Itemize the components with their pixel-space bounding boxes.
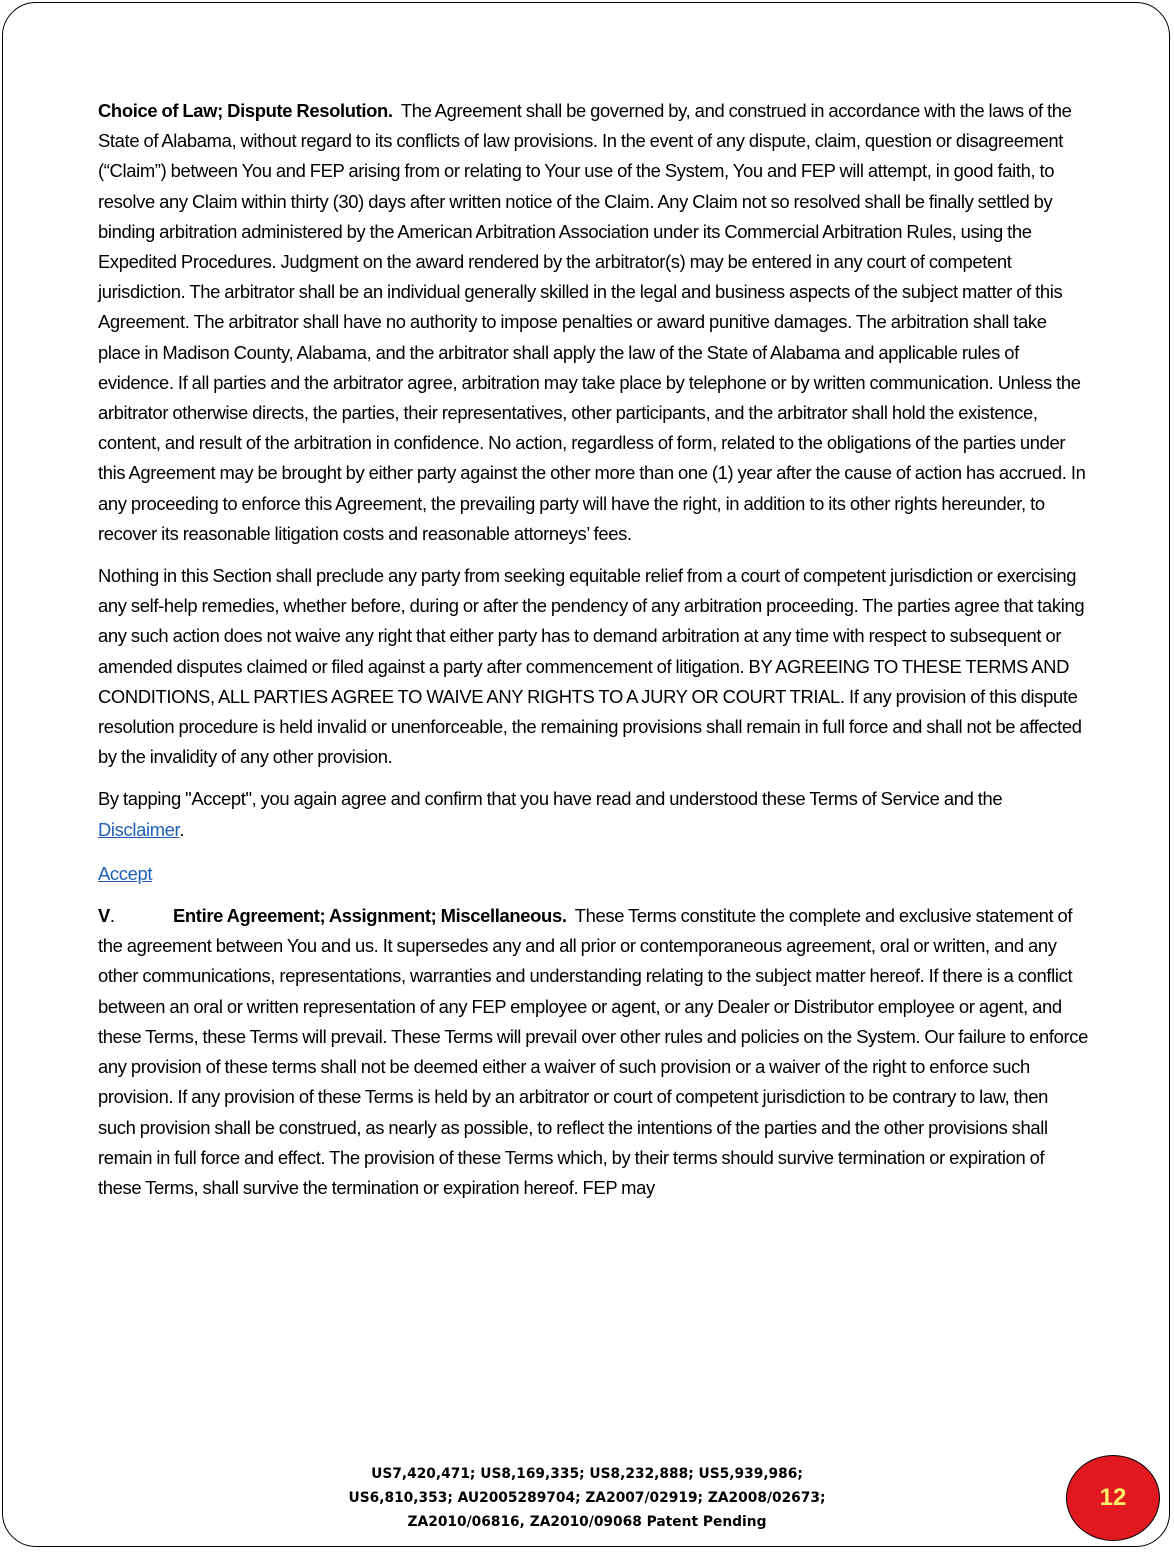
accept-notice-text: By tapping "Accept", you again agree and confirm that you have read and understood these Terms of Service and the (98, 788, 1003, 810)
section-v-text: These Terms constitute the complete and exclusive statement of the agreement between You and us. It supersedes any and all prior or contemporaneous agreement, oral or written, and any other communications, representations, warranties and understanding relating to the subject matter hereof. If there is a conflict between an oral or written representation of any FEP employee or agent, or any Dealer or Distributor employee or agent, and these Terms, these Terms will prevail. These Terms will prevail over other rules and policies on the System. Our failure to enforce any provision of these terms shall not be deemed either a waiver of such provision or a waiver of the right to enforce such provision. If any provision of these Terms is held by an arbitrator or court of competent jurisdiction to be contrary to law, then such provision shall be construed, as nearly as possible, to reflect the intentions of the parties and the other provisions shall remain in full force and effect. The provision of these Terms which, by their terms should survive termination or expiration of these Terms, shall survive the termination or expiration hereof. FEP may (98, 905, 1088, 1198)
document-body (98, 96, 1088, 1215)
paragraph-accept-notice (98, 784, 1088, 844)
paragraph-choice-of-law (98, 96, 1088, 549)
patent-line-1: US7,420,471; US8,169,335; US8,232,888; US5,939,986; (371, 1466, 803, 1482)
page-number: 12 (1099, 1484, 1127, 1511)
accept-notice-end: . (179, 818, 185, 840)
page-number-badge (1066, 1455, 1160, 1541)
paragraph-entire-agreement (98, 901, 1088, 1203)
accept-link[interactable]: Accept (98, 862, 153, 884)
patent-footer (230, 1462, 944, 1534)
section-number (98, 901, 173, 931)
section-number-dot: . (109, 905, 115, 927)
section-number-value: V (98, 905, 110, 927)
paragraph-equitable-relief: Nothing in this Section shall preclude any party from seeking equitable relief from a court of competent jurisdiction or exercising any self-help remedies, whether before, during or after the pendency of any arbitration proceeding. The parties agree that taking any such action does not waive any right that either party has to demand arbitration at any time with respect to subsequent or amended disputes claimed or filed against a party after commencement of litigation. BY AGREEING TO THESE TERMS AND CONDITIONS, ALL PARTIES AGREE TO WAIVE ANY RIGHTS TO A JURY OR COURT TRIAL. If any provision of this dispute resolution procedure is held invalid or unenforceable, the remaining provisions shall remain in full force and shall not be affected by the invalidity of any other provision. (98, 565, 1085, 768)
paragraph-text: The Agreement shall be governed by, and construed in accordance with the laws of the State of Alabama, without regard to its conflicts of law provisions. In the event of any dispute, claim, question or disagreement (“Claim”) between You and FEP arising from or relating to Your use of the System, You and FEP will attempt, in good faith, to resolve any Claim within thirty (30) days after written notice of the Claim. Any Claim not so resolved shall be finally settled by binding arbitration administered by the American Arbitration Association under its Commercial Arbitration Rules, using the Expedited Procedures. Judgment on the award rendered by the arbitrator(s) may be entered in any court of competent jurisdiction. The arbitrator shall be an individual generally skilled in the legal and business aspects of the subject matter of this Agreement. The arbitrator shall have no authority to impose penalties or award punitive damages. The arbitration shall take place in Madison County, Alabama, and the arbitrator shall apply the law of the State of Alabama and applicable rules of evidence. If all parties and the arbitrator agree, arbitration may take place by telephone or by written communication. Unless the arbitrator otherwise directs, the parties, their representatives, other participants, and the arbitrator shall hold the existence, content, and result of the arbitration in confidence. No action, regardless of form, related to the obligations of the parties under this Agreement may be brought by either party against the other more than one (1) year after the cause of action has accrued. In any proceeding to enforce this Agreement, the prevailing party will have the right, in addition to its other rights hereunder, to recover its reasonable litigation costs and reasonable attorneys’ fees. (98, 100, 1086, 544)
patent-line-3: ZA2010/06816, ZA2010/09068 Patent Pending (407, 1514, 767, 1530)
section-heading-choice-of-law: Choice of Law; Dispute Resolution. (98, 100, 393, 121)
patent-line-2: US6,810,353; AU2005289704; ZA2007/02919; ZA2008/02673; (348, 1490, 826, 1506)
section-heading-entire-agreement: Entire Agreement; Assignment; Miscellaneous. (173, 905, 567, 927)
disclaimer-link[interactable]: Disclaimer (98, 818, 180, 840)
